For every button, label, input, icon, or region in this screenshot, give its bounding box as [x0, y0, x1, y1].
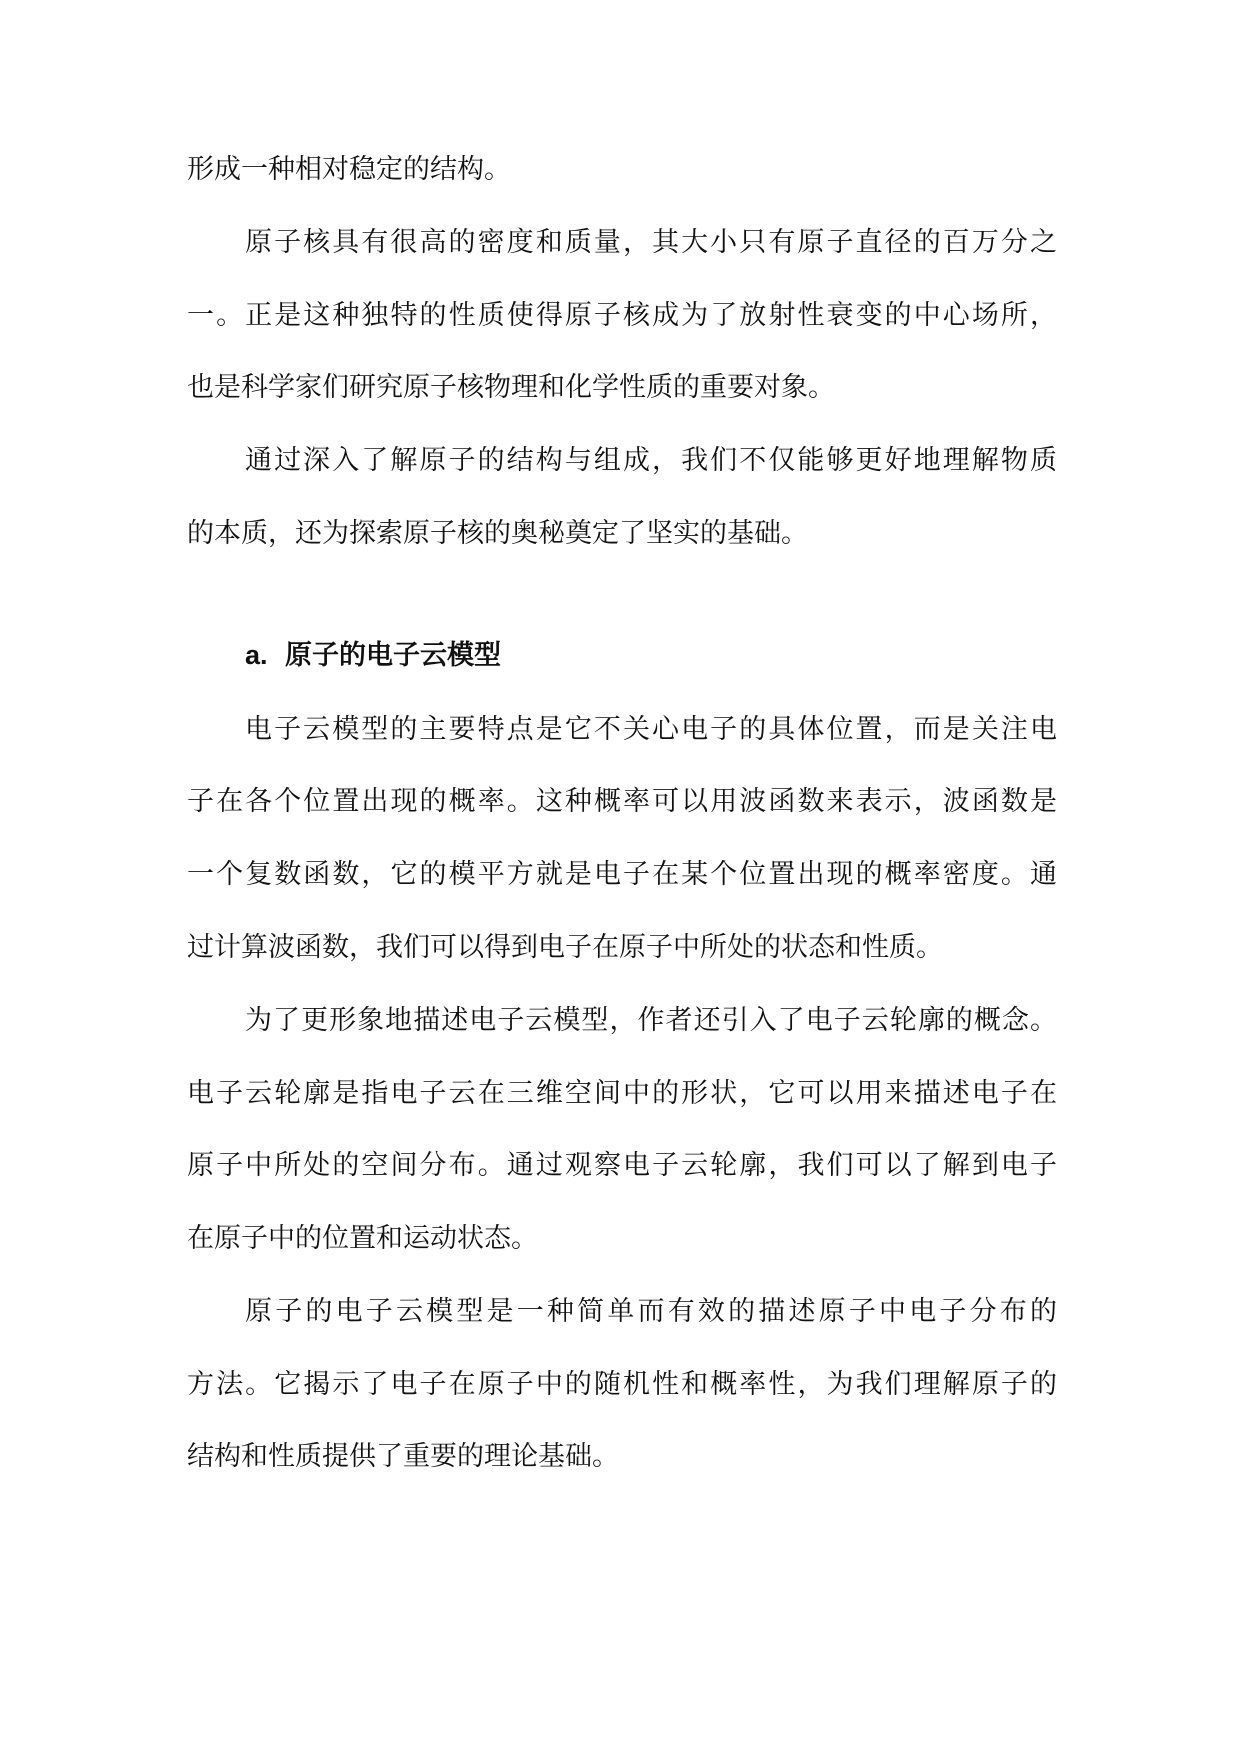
paragraph-line: 为了更形象地描述电子云模型，作者还引入了电子云轮廓的概念。 [245, 1005, 1057, 1036]
paragraph-line: 原子的电子云模型是一种简单而有效的描述原子中电子分布的 [245, 1296, 1057, 1327]
section-title: 原子的电子云模型 [285, 640, 501, 671]
paragraph-line: 结构和性质提供了重要的理论基础。 [187, 1441, 619, 1472]
section-heading [245, 635, 1057, 675]
paragraph-line: 子在各个位置出现的概率。这种概率可以用波函数来表示，波函数是 [187, 786, 1057, 817]
paragraph-line: 电子云轮廓是指电子云在三维空间中的形状，它可以用来描述电子在 [187, 1078, 1057, 1109]
paragraph-line: 一。正是这种独特的性质使得原子核成为了放射性衰变的中心场所， [187, 300, 1057, 331]
section-marker: a. [245, 640, 268, 670]
paragraph-line: 电子云模型的主要特点是它不关心电子的具体位置，而是关注电 [245, 714, 1057, 745]
paragraph-line: 形成一种相对稳定的结构。 [187, 154, 511, 185]
paragraph-line: 在原子中的位置和运动状态。 [187, 1223, 538, 1254]
paragraph-line: 过计算波函数，我们可以得到电子在原子中所处的状态和性质。 [187, 932, 943, 963]
paragraph-line: 一个复数函数，它的模平方就是电子在某个位置出现的概率密度。通 [187, 859, 1057, 890]
paragraph-line: 原子中所处的空间分布。通过观察电子云轮廓，我们可以了解到电子 [187, 1150, 1057, 1181]
paragraph-line: 的本质，还为探索原子核的奥秘奠定了坚实的基础。 [187, 518, 808, 549]
paragraph-line: 方法。它揭示了电子在原子中的随机性和概率性，为我们理解原子的 [187, 1369, 1057, 1400]
paragraph-line: 也是科学家们研究原子核物理和化学性质的重要对象。 [187, 372, 835, 403]
paragraph-line: 原子核具有很高的密度和质量，其大小只有原子直径的百万分之 [245, 227, 1057, 258]
paragraph-line: 通过深入了解原子的结构与组成，我们不仅能够更好地理解物质 [245, 445, 1057, 476]
